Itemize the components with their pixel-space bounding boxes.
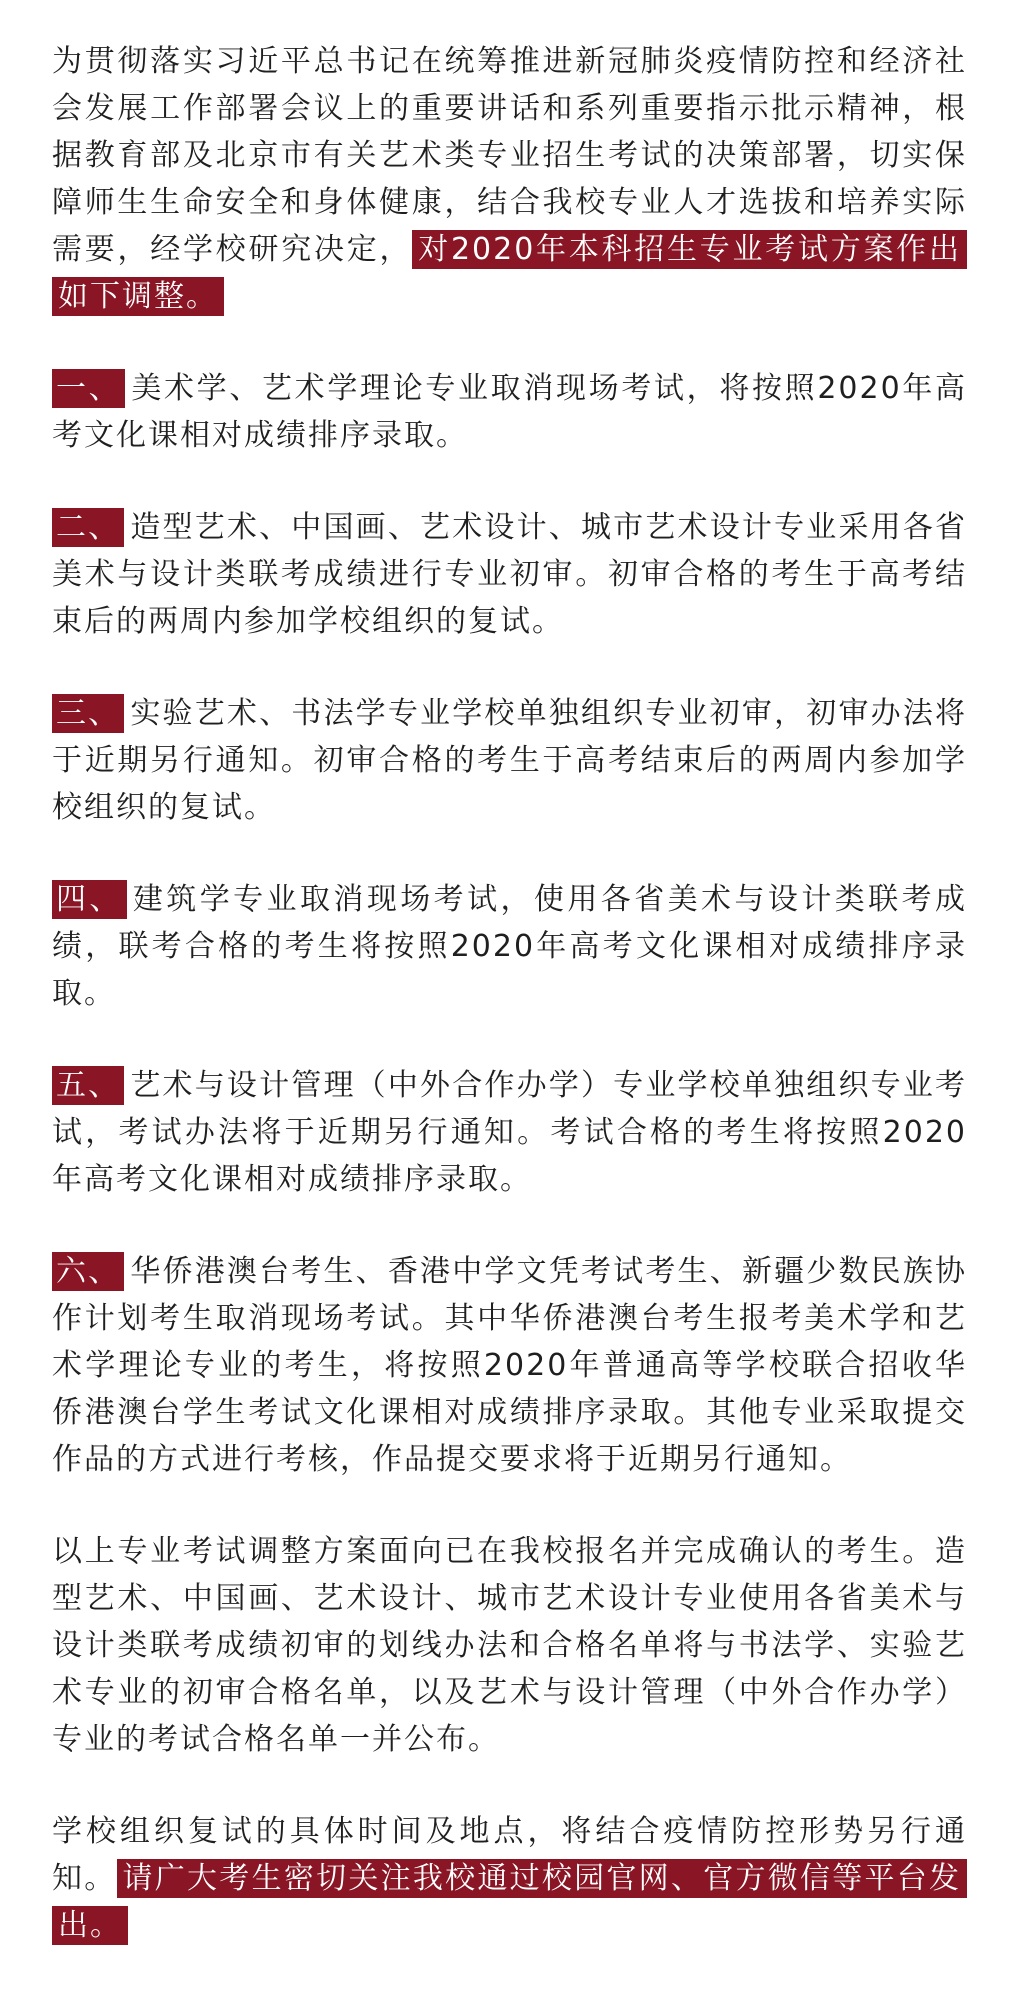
item-text: 美术学、艺术学理论专业取消现场考试，将按照2020年高考文化课相对成绩排序录取。 — [52, 371, 968, 453]
item-number-badge: 六、 — [52, 1252, 124, 1291]
item-number-badge: 四、 — [52, 880, 127, 919]
paragraph-gap — [52, 1483, 967, 1528]
paragraph-gap — [52, 1017, 967, 1062]
item-text: 华侨港澳台考生、香港中学文凭考试考生、新疆少数民族协作计划考生取消现场考试。其中华侨港澳台考生报考美术学和艺术学理论专业的考生，将按照2020年普通高等学校联合招收华侨港澳台学生考试文化课相对成绩排序录取。其他专业采取提交作品的方式进行考核，作品提交要求将于近期另行通知。 — [52, 1254, 968, 1477]
paragraph-gap — [52, 645, 967, 690]
item-text: 造型艺术、中国画、艺术设计、城市艺术设计专业采用各省美术与设计类联考成绩进行专业初审。初审合格的考生于高考结束后的两周内参加学校组织的复试。 — [52, 510, 968, 639]
list-item — [52, 690, 967, 831]
paragraph-gap — [52, 831, 967, 876]
item-number-badge: 三、 — [52, 694, 124, 733]
item-number-badge: 二、 — [52, 508, 124, 547]
list-item — [52, 365, 967, 459]
intro-paragraph — [52, 38, 967, 320]
closing-paragraph — [52, 1808, 967, 1949]
list-item — [52, 1248, 967, 1483]
summary-paragraph: 以上专业考试调整方案面向已在我校报名并完成确认的考生。造型艺术、中国画、艺术设计、城市艺术设计专业使用各省美术与设计类联考成绩初审的划线办法和合格名单将与书法学、实验艺术专业的初审合格名单，以及艺术与设计管理（中外合作办学）专业的考试合格名单一并公布。 — [52, 1534, 967, 1757]
paragraph-gap — [52, 1763, 967, 1808]
intro-highlight: 对2020年本科招生专业考试方案作出如下调整。 — [52, 230, 967, 316]
closing-text: 学校组织复试的具体时间及地点，将结合疫情防控形势另行通知。 — [52, 1814, 967, 1896]
paragraph-gap — [52, 1203, 967, 1248]
item-text: 艺术与设计管理（中外合作办学）专业学校单独组织专业考试，考试办法将于近期另行通知。考试合格的考生将按照2020年高考文化课相对成绩排序录取。 — [52, 1068, 968, 1197]
item-number-badge: 五、 — [52, 1066, 124, 1105]
item-text: 建筑学专业取消现场考试，使用各省美术与设计类联考成绩，联考合格的考生将按照2020年高考文化课相对成绩排序录取。 — [52, 882, 968, 1011]
list-item — [52, 504, 967, 645]
item-text: 实验艺术、书法学专业学校单独组织专业初审，初审办法将于近期另行通知。初审合格的考生于高考结束后的两周内参加学校组织的复试。 — [52, 696, 968, 825]
closing-highlight: 请广大考生密切关注我校通过校园官网、官方微信等平台发出。 — [52, 1859, 967, 1945]
paragraph-gap — [52, 459, 967, 504]
paragraph-gap — [52, 320, 967, 365]
intro-text: 为贯彻落实习近平总书记在统筹推进新冠肺炎疫情防控和经济社会发展工作部署会议上的重要讲话和系列重要指示批示精神，根据教育部及北京市有关艺术类专业招生考试的决策部署，切实保障师生生命安全和身体健康，结合我校专业人才选拔和培养实际需要，经学校研究决定， — [52, 44, 967, 267]
item-number-badge: 一、 — [52, 369, 125, 408]
list-item — [52, 1062, 967, 1203]
list-item — [52, 876, 967, 1017]
